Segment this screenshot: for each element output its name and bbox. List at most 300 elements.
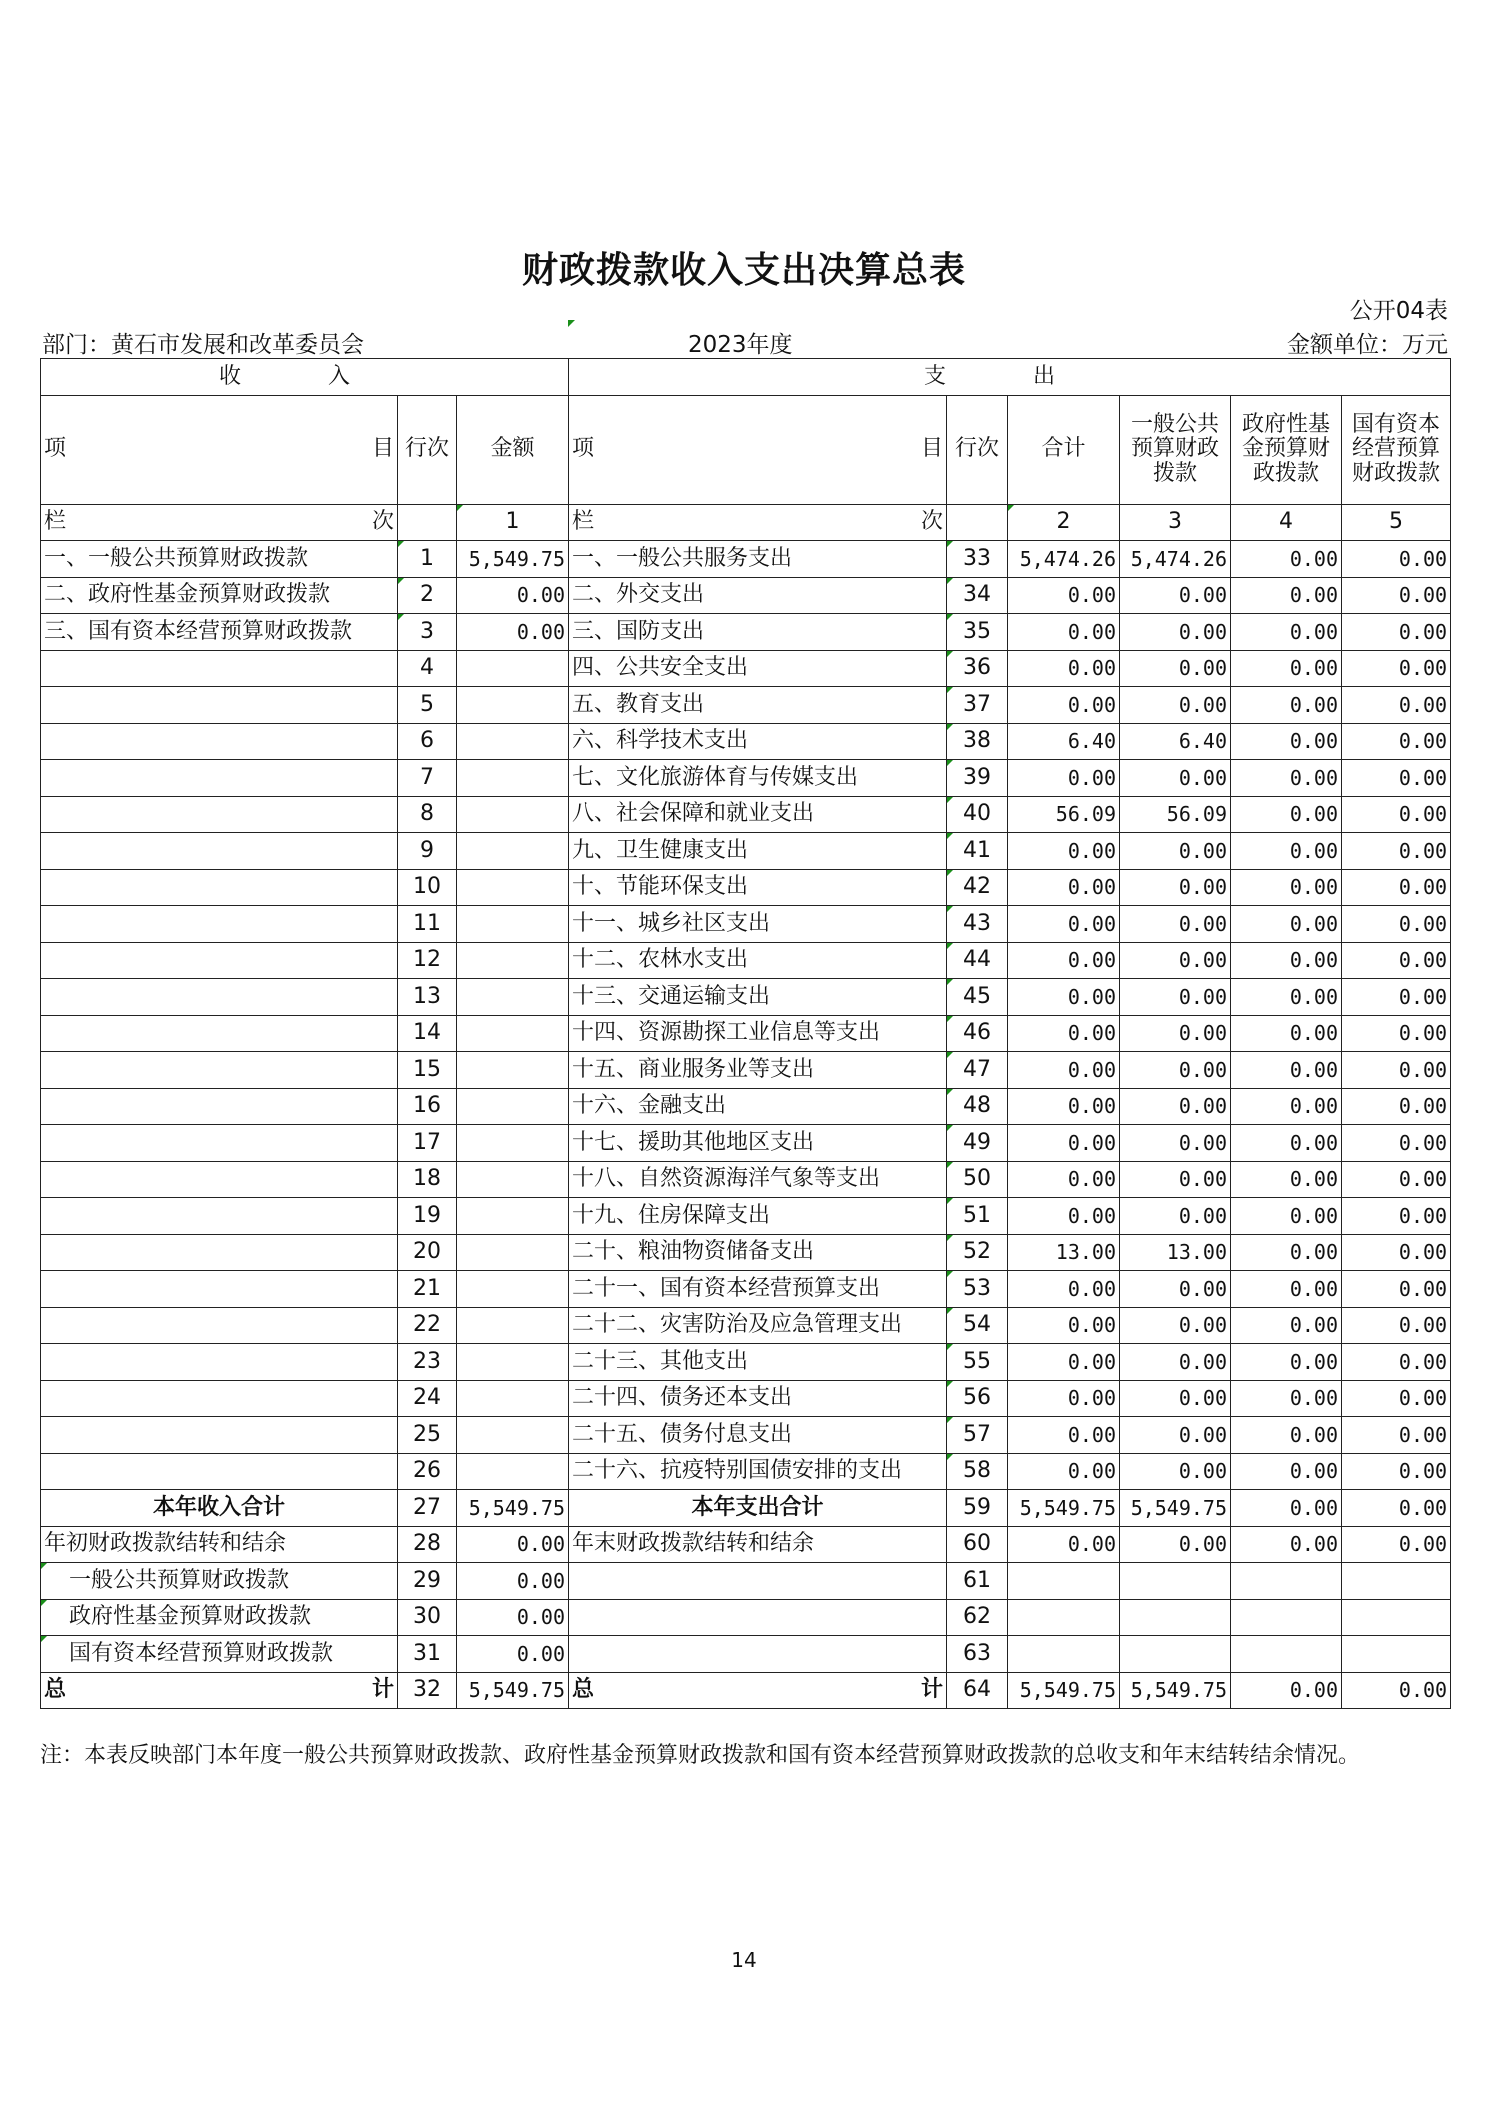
- expense-general-budget: 5,474.26: [1120, 541, 1231, 578]
- empty-cell: [1231, 1563, 1342, 1600]
- expense-general-budget: 0.00: [1120, 760, 1231, 797]
- income-row-no: 8: [398, 796, 457, 833]
- expense-state-capital: 0.00: [1342, 869, 1451, 906]
- expense-general-budget: 0.00: [1120, 906, 1231, 943]
- expense-state-capital: 0.00: [1342, 979, 1451, 1016]
- income-amount: [457, 723, 569, 760]
- expense-item: 十九、住房保障支出: [569, 1198, 947, 1235]
- expense-row-no: 40: [947, 796, 1008, 833]
- expense-general-budget: 0.00: [1120, 1161, 1231, 1198]
- income-item: [41, 1307, 398, 1344]
- expense-gov-fund: 0.00: [1231, 1380, 1342, 1417]
- expense-gov-fund: 0.00: [1231, 979, 1342, 1016]
- expense-total: 0.00: [1008, 577, 1120, 614]
- expense-general-budget: 0.00: [1120, 1271, 1231, 1308]
- expense-general-budget: 0.00: [1120, 614, 1231, 651]
- income-rowno-header: 行次: [398, 395, 457, 504]
- expense-general-budget: 0.00: [1120, 687, 1231, 724]
- column-index-row: [41, 504, 1451, 541]
- expense-gov-fund: 0.00: [1231, 942, 1342, 979]
- carry-sub-row: [41, 1636, 1451, 1673]
- expense-item: 二十二、灾害防治及应急管理支出: [569, 1307, 947, 1344]
- expense-row-no: 33: [947, 541, 1008, 578]
- income-item: [41, 1088, 398, 1125]
- expense-general-budget: 5,549.75: [1120, 1490, 1231, 1527]
- expense-state-capital: 0.00: [1342, 1161, 1451, 1198]
- income-grand-total-label: 总 计: [41, 1672, 398, 1709]
- col-index-2: 2: [1008, 504, 1120, 541]
- expense-item: 十三、交通运输支出: [569, 979, 947, 1016]
- grand-total-row: [41, 1672, 1451, 1709]
- income-item: [41, 1453, 398, 1490]
- income-amount: 0.00: [457, 577, 569, 614]
- expense-group-header: 支 出: [569, 359, 1451, 396]
- expense-general-budget: 0.00: [1120, 1526, 1231, 1563]
- col-index-1: 1: [457, 504, 569, 541]
- expense-item: 二十五、债务付息支出: [569, 1417, 947, 1454]
- expense-gov-fund: 0.00: [1231, 1344, 1342, 1381]
- expense-item: 七、文化旅游体育与传媒支出: [569, 760, 947, 797]
- empty-cell: [1342, 1563, 1451, 1600]
- empty-cell: [1342, 1636, 1451, 1673]
- empty-cell: [1008, 1599, 1120, 1636]
- col-index-label: 栏 次: [569, 504, 947, 541]
- income-row-no: 2: [398, 577, 457, 614]
- income-item: [41, 869, 398, 906]
- empty-cell: [1120, 1599, 1231, 1636]
- expense-state-capital: 0.00: [1342, 1271, 1451, 1308]
- expense-item: 六、科学技术支出: [569, 723, 947, 760]
- expense-general-budget: 0.00: [1120, 1125, 1231, 1162]
- income-amount-header: 金额: [457, 395, 569, 504]
- income-row-no: 5: [398, 687, 457, 724]
- expense-general-budget: 0.00: [1120, 1307, 1231, 1344]
- expense-row-no: 43: [947, 906, 1008, 943]
- expense-gov-fund: 0.00: [1231, 687, 1342, 724]
- expense-gov-fund: 0.00: [1231, 796, 1342, 833]
- expense-row-no: 59: [947, 1490, 1008, 1527]
- expense-total: 6.40: [1008, 723, 1120, 760]
- department-label: 部门：黄石市发展和改革委员会: [42, 332, 364, 358]
- income-row-no: 18: [398, 1161, 457, 1198]
- amount-unit: 金额单位：万元: [1287, 332, 1448, 358]
- expense-total: 0.00: [1008, 760, 1120, 797]
- expense-item: 三、国防支出: [569, 614, 947, 651]
- expense-general-budget: 0.00: [1120, 1088, 1231, 1125]
- expense-total: 5,549.75: [1008, 1490, 1120, 1527]
- expense-item: 十二、农林水支出: [569, 942, 947, 979]
- group-header-row: [41, 359, 1451, 396]
- expense-gov-fund: 0.00: [1231, 577, 1342, 614]
- empty-cell: [569, 1599, 947, 1636]
- table-row: [41, 1417, 1451, 1454]
- expense-item: 一、一般公共服务支出: [569, 541, 947, 578]
- expense-rowno-header: 行次: [947, 395, 1008, 504]
- income-row-no: 31: [398, 1636, 457, 1673]
- income-row-no: 20: [398, 1234, 457, 1271]
- expense-state-capital: 0.00: [1342, 833, 1451, 870]
- expense-general-budget: 0.00: [1120, 650, 1231, 687]
- expense-row-no: 55: [947, 1344, 1008, 1381]
- expense-total: 5,474.26: [1008, 541, 1120, 578]
- expense-total: 0.00: [1008, 833, 1120, 870]
- expense-total: 0.00: [1008, 869, 1120, 906]
- table-row: [41, 760, 1451, 797]
- expense-gov-fund: 0.00: [1231, 1015, 1342, 1052]
- income-row-no: 12: [398, 942, 457, 979]
- income-row-no: 25: [398, 1417, 457, 1454]
- expense-item: 二、外交支出: [569, 577, 947, 614]
- income-amount: [457, 650, 569, 687]
- expense-gov-fund: 0.00: [1231, 1307, 1342, 1344]
- expense-total: 0.00: [1008, 1453, 1120, 1490]
- expense-state-capital: 0.00: [1342, 650, 1451, 687]
- table-row: [41, 1344, 1451, 1381]
- income-amount: [457, 1015, 569, 1052]
- expense-total: 0.00: [1008, 1161, 1120, 1198]
- income-item: [41, 796, 398, 833]
- expense-row-no: 42: [947, 869, 1008, 906]
- income-row-no: 27: [398, 1490, 457, 1527]
- expense-gov-fund: 0.00: [1231, 650, 1342, 687]
- expense-row-no: 50: [947, 1161, 1008, 1198]
- expense-gov-fund: 0.00: [1231, 906, 1342, 943]
- income-amount: [457, 979, 569, 1016]
- table-row: [41, 1015, 1451, 1052]
- income-amount: 0.00: [457, 1563, 569, 1600]
- expense-row-no: 51: [947, 1198, 1008, 1235]
- table-row: [41, 1307, 1451, 1344]
- expense-row-no: 38: [947, 723, 1008, 760]
- expense-general-budget: 5,549.75: [1120, 1672, 1231, 1709]
- expense-year-total-label: 本年支出合计: [569, 1490, 947, 1527]
- expense-row-no: 53: [947, 1271, 1008, 1308]
- expense-gov-fund: 0.00: [1231, 541, 1342, 578]
- expense-gov-fund: 0.00: [1231, 1271, 1342, 1308]
- expense-gov-fund: 0.00: [1231, 1234, 1342, 1271]
- expense-general-budget: 0.00: [1120, 979, 1231, 1016]
- expense-general-budget: 0.00: [1120, 1198, 1231, 1235]
- empty-cell: [569, 1563, 947, 1600]
- expense-general-budget: 0.00: [1120, 942, 1231, 979]
- col-index-label: 栏 次: [41, 504, 398, 541]
- expense-general-budget: 0.00: [1120, 1015, 1231, 1052]
- income-amount: 0.00: [457, 1526, 569, 1563]
- carry-sub-row: [41, 1563, 1451, 1600]
- empty-cell: [1342, 1599, 1451, 1636]
- expense-state-capital: 0.00: [1342, 942, 1451, 979]
- income-row-no: 7: [398, 760, 457, 797]
- expense-state-capital: 0.00: [1342, 1052, 1451, 1089]
- expense-total: 0.00: [1008, 1271, 1120, 1308]
- table-row: [41, 1161, 1451, 1198]
- expense-gov-fund: 0.00: [1231, 1052, 1342, 1089]
- income-item: [41, 1125, 398, 1162]
- income-item: [41, 1198, 398, 1235]
- income-item: [41, 1344, 398, 1381]
- page-number: 14: [731, 1948, 757, 1972]
- table-row: [41, 796, 1451, 833]
- income-row-no: 13: [398, 979, 457, 1016]
- table-row: [41, 541, 1451, 578]
- expense-row-no: 49: [947, 1125, 1008, 1162]
- income-item: [41, 1234, 398, 1271]
- expense-total: 0.00: [1008, 1015, 1120, 1052]
- income-amount: [457, 1344, 569, 1381]
- col-index-4: 4: [1231, 504, 1342, 541]
- expense-row-no: 46: [947, 1015, 1008, 1052]
- income-row-no: 32: [398, 1672, 457, 1709]
- expense-gov-fund: 0.00: [1231, 1490, 1342, 1527]
- income-amount: [457, 1198, 569, 1235]
- expense-row-no: 35: [947, 614, 1008, 651]
- income-row-no: 4: [398, 650, 457, 687]
- expense-row-no: 60: [947, 1526, 1008, 1563]
- expense-row-no: 34: [947, 577, 1008, 614]
- expense-row-no: 44: [947, 942, 1008, 979]
- expense-state-capital: 0.00: [1342, 614, 1451, 651]
- income-row-no: 24: [398, 1380, 457, 1417]
- expense-state-capital: 0.00: [1342, 760, 1451, 797]
- expense-state-capital: 0.00: [1342, 1015, 1451, 1052]
- expense-general-budget: 0.00: [1120, 833, 1231, 870]
- income-group-header: 收 入: [41, 359, 569, 396]
- expense-state-capital: 0.00: [1342, 1125, 1451, 1162]
- table-row: [41, 614, 1451, 651]
- income-row-no: 26: [398, 1453, 457, 1490]
- year-total-row: [41, 1490, 1451, 1527]
- expense-item: 十四、资源勘探工业信息等支出: [569, 1015, 947, 1052]
- income-sub-item: 政府性基金预算财政拨款: [41, 1599, 398, 1636]
- expense-row-no: 64: [947, 1672, 1008, 1709]
- expense-item: 十七、援助其他地区支出: [569, 1125, 947, 1162]
- empty-cell: [1008, 1563, 1120, 1600]
- expense-total: 0.00: [1008, 1052, 1120, 1089]
- income-row-no: 14: [398, 1015, 457, 1052]
- expense-total: 13.00: [1008, 1234, 1120, 1271]
- income-amount: [457, 1052, 569, 1089]
- page-title: 财政拨款收入支出决算总表: [521, 250, 966, 291]
- expense-gov-fund: 0.00: [1231, 1088, 1342, 1125]
- expense-row-no: 48: [947, 1088, 1008, 1125]
- empty-cell: [1120, 1636, 1231, 1673]
- expense-total: 0.00: [1008, 1198, 1120, 1235]
- expense-row-no: 57: [947, 1417, 1008, 1454]
- carry-sub-row: [41, 1599, 1451, 1636]
- state-capital-header: 国有资本经营预算财政拨款: [1342, 395, 1451, 504]
- income-row-no: 16: [398, 1088, 457, 1125]
- income-row-no: 9: [398, 833, 457, 870]
- expense-gov-fund: 0.00: [1231, 1526, 1342, 1563]
- expense-general-budget: 6.40: [1120, 723, 1231, 760]
- expense-item: 二十、粮油物资储备支出: [569, 1234, 947, 1271]
- fiscal-year: 2023年度: [688, 332, 793, 358]
- empty-cell: [1008, 1636, 1120, 1673]
- income-item-header: 项 目: [41, 395, 398, 504]
- income-amount: [457, 1307, 569, 1344]
- income-item: [41, 833, 398, 870]
- expense-item: 十五、商业服务业等支出: [569, 1052, 947, 1089]
- budget-summary-table: [40, 358, 1451, 1709]
- income-amount: [457, 1271, 569, 1308]
- income-amount: [457, 1125, 569, 1162]
- expense-gov-fund: 0.00: [1231, 1672, 1342, 1709]
- expense-state-capital: 0.00: [1342, 1088, 1451, 1125]
- expense-row-no: 63: [947, 1636, 1008, 1673]
- income-item: 一、一般公共预算财政拨款: [41, 541, 398, 578]
- expense-item: 十、节能环保支出: [569, 869, 947, 906]
- expense-total: 0.00: [1008, 1125, 1120, 1162]
- income-item: [41, 1417, 398, 1454]
- expense-row-no: 37: [947, 687, 1008, 724]
- expense-item: 十六、金融支出: [569, 1088, 947, 1125]
- income-row-no: 10: [398, 869, 457, 906]
- expense-row-no: 47: [947, 1052, 1008, 1089]
- table-row: [41, 942, 1451, 979]
- expense-row-no: 61: [947, 1563, 1008, 1600]
- footnote: 注：本表反映部门本年度一般公共预算财政拨款、政府性基金预算财政拨款和国有资本经营预算财政拨款的总收支和年末结转结余情况。: [40, 1743, 1361, 1768]
- expense-total: 56.09: [1008, 796, 1120, 833]
- income-item: [41, 1015, 398, 1052]
- expense-item: 二十六、抗疫特别国债安排的支出: [569, 1453, 947, 1490]
- income-amount: [457, 1088, 569, 1125]
- expense-item: 十八、自然资源海洋气象等支出: [569, 1161, 947, 1198]
- expense-state-capital: 0.00: [1342, 796, 1451, 833]
- expense-state-capital: 0.00: [1342, 1417, 1451, 1454]
- expense-total: 0.00: [1008, 1344, 1120, 1381]
- col-index-3: 3: [1120, 504, 1231, 541]
- income-row-no: 11: [398, 906, 457, 943]
- income-sub-item: 一般公共预算财政拨款: [41, 1563, 398, 1600]
- expense-gov-fund: 0.00: [1231, 723, 1342, 760]
- income-amount: [457, 869, 569, 906]
- expense-item: 二十四、债务还本支出: [569, 1380, 947, 1417]
- expense-gov-fund: 0.00: [1231, 1417, 1342, 1454]
- expense-state-capital: 0.00: [1342, 687, 1451, 724]
- income-item: [41, 979, 398, 1016]
- expense-state-capital: 0.00: [1342, 577, 1451, 614]
- income-row-no: 17: [398, 1125, 457, 1162]
- expense-gov-fund: 0.00: [1231, 614, 1342, 651]
- expense-state-capital: 0.00: [1342, 1307, 1451, 1344]
- expense-total: 5,549.75: [1008, 1672, 1120, 1709]
- income-item: [41, 1052, 398, 1089]
- income-row-no: 19: [398, 1198, 457, 1235]
- expense-row-no: 36: [947, 650, 1008, 687]
- income-row-no: 30: [398, 1599, 457, 1636]
- expense-gov-fund: 0.00: [1231, 833, 1342, 870]
- total-header: 合计: [1008, 395, 1120, 504]
- carry-over-row: [41, 1526, 1451, 1563]
- income-item: [41, 1161, 398, 1198]
- income-amount: [457, 687, 569, 724]
- expense-total: 0.00: [1008, 1307, 1120, 1344]
- expense-gov-fund: 0.00: [1231, 1125, 1342, 1162]
- income-amount: [457, 760, 569, 797]
- income-row-no: 1: [398, 541, 457, 578]
- income-item: [41, 1271, 398, 1308]
- income-year-total-label: 本年收入合计: [41, 1490, 398, 1527]
- table-row: [41, 1271, 1451, 1308]
- expense-grand-total-label: 总 计: [569, 1672, 947, 1709]
- income-item: [41, 760, 398, 797]
- income-row-no: 29: [398, 1563, 457, 1600]
- expense-total: 0.00: [1008, 906, 1120, 943]
- expense-total: 0.00: [1008, 650, 1120, 687]
- expense-gov-fund: 0.00: [1231, 760, 1342, 797]
- form-number: 公开04表: [1349, 298, 1448, 324]
- table-row: [41, 1125, 1451, 1162]
- income-amount: [457, 833, 569, 870]
- expense-state-capital: 0.00: [1342, 906, 1451, 943]
- expense-gov-fund: 0.00: [1231, 869, 1342, 906]
- expense-general-budget: 56.09: [1120, 796, 1231, 833]
- expense-state-capital: 0.00: [1342, 1490, 1451, 1527]
- col-index-5: 5: [1342, 504, 1451, 541]
- expense-row-no: 58: [947, 1453, 1008, 1490]
- income-row-no: 28: [398, 1526, 457, 1563]
- expense-gov-fund: 0.00: [1231, 1161, 1342, 1198]
- income-amount: [457, 906, 569, 943]
- income-item: 二、政府性基金预算财政拨款: [41, 577, 398, 614]
- table-row: [41, 833, 1451, 870]
- income-sub-item: 国有资本经营预算财政拨款: [41, 1636, 398, 1673]
- table-row: [41, 979, 1451, 1016]
- income-carry-label: 年初财政拨款结转和结余: [41, 1526, 398, 1563]
- expense-item-header: 项 目: [569, 395, 947, 504]
- expense-general-budget: 0.00: [1120, 1380, 1231, 1417]
- income-item: [41, 687, 398, 724]
- income-item: [41, 906, 398, 943]
- table-row: [41, 650, 1451, 687]
- income-amount: 5,549.75: [457, 1672, 569, 1709]
- expense-row-no: 54: [947, 1307, 1008, 1344]
- income-amount: 0.00: [457, 614, 569, 651]
- table-row: [41, 1234, 1451, 1271]
- expense-general-budget: 0.00: [1120, 577, 1231, 614]
- column-header-row: [41, 395, 1451, 504]
- expense-row-no: 45: [947, 979, 1008, 1016]
- expense-total: 0.00: [1008, 1417, 1120, 1454]
- table-row: [41, 1088, 1451, 1125]
- table-row: [41, 906, 1451, 943]
- expense-state-capital: 0.00: [1342, 1380, 1451, 1417]
- expense-row-no: 62: [947, 1599, 1008, 1636]
- cell-marker-icon: [568, 320, 575, 327]
- income-item: [41, 942, 398, 979]
- expense-carry-label: 年末财政拨款结转和结余: [569, 1526, 947, 1563]
- expense-row-no: 52: [947, 1234, 1008, 1271]
- table-row: [41, 869, 1451, 906]
- income-row-no: 15: [398, 1052, 457, 1089]
- expense-total: 0.00: [1008, 942, 1120, 979]
- expense-item: 二十三、其他支出: [569, 1344, 947, 1381]
- table-row: [41, 687, 1451, 724]
- expense-row-no: 56: [947, 1380, 1008, 1417]
- table-row: [41, 577, 1451, 614]
- expense-total: 0.00: [1008, 1526, 1120, 1563]
- income-amount: [457, 942, 569, 979]
- table-row: [41, 1453, 1451, 1490]
- expense-state-capital: 0.00: [1342, 1344, 1451, 1381]
- expense-row-no: 41: [947, 833, 1008, 870]
- income-item: 三、国有资本经营预算财政拨款: [41, 614, 398, 651]
- income-amount: [457, 1453, 569, 1490]
- expense-total: 0.00: [1008, 687, 1120, 724]
- expense-item: 九、卫生健康支出: [569, 833, 947, 870]
- expense-state-capital: 0.00: [1342, 723, 1451, 760]
- income-row-no: 23: [398, 1344, 457, 1381]
